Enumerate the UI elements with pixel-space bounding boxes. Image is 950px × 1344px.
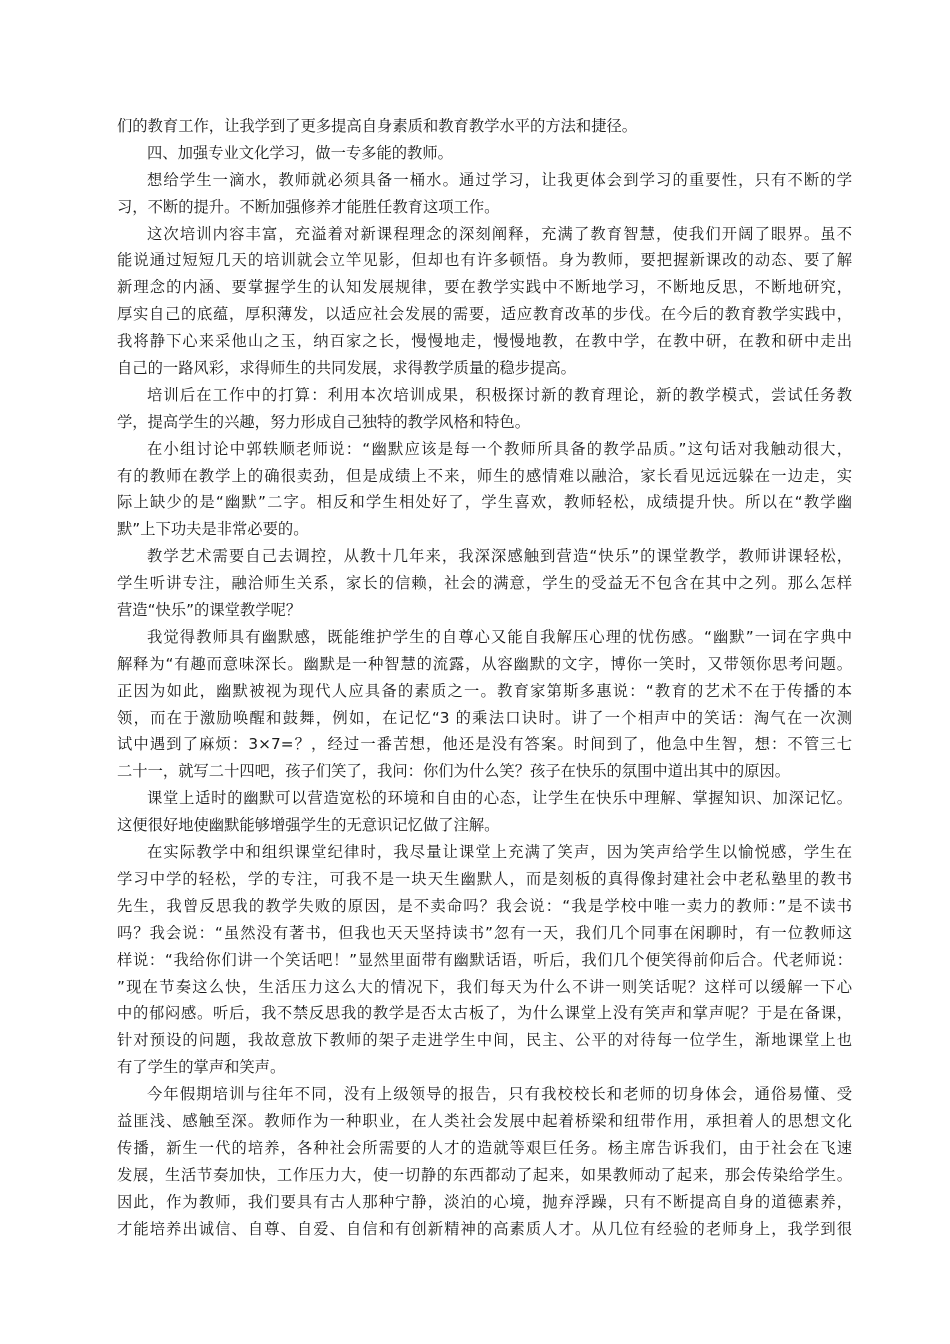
text-line: 厚实自己的底蕴，厚积薄发，以适应社会发展的需要，适应教育改革的步伐。在今后的教育教学实践中， — [117, 305, 852, 324]
text-line: 营造“快乐”的课堂教学呢？ — [117, 601, 302, 620]
text-line: 习，不断的提升。不断加强修养才能胜任教育这项工作。 — [117, 197, 500, 216]
text-line: 教学艺术需要自己去调控，从教十几年来，我深深感触到营造“快乐”的课堂教学，教师讲课轻松， — [147, 547, 852, 566]
text-line: 学习中学的轻松，学的专注，可我不是一块天生幽默人，而是刻板的真得像封建社会中老私塾里的教书 — [117, 869, 852, 888]
body-text — [117, 113, 852, 1242]
text-line: 才能培养出诚信、自尊、自爱、自信和有创新精神的高素质人才。从几位有经验的老师身上，我学到很 — [117, 1219, 852, 1238]
text-line: 自己的一路风彩，求得师生的共同发展，求得教学质量的稳步提高。 — [117, 359, 576, 378]
text-line: 学，提高学生的兴趣，努力形成自己独特的教学风格和特色。 — [117, 412, 531, 431]
text-line: 今年假期培训与往年不同，没有上级领导的报告，只有我校校长和老师的切身体会，通俗易懂、受 — [147, 1085, 852, 1104]
text-line: 在实际教学中和组织课堂纪律时，我尽量让课堂上充满了笑声，因为笑声给学生以愉悦感，学生在 — [147, 843, 852, 862]
text-line: 课堂上适时的幽默可以营造宽松的环境和自由的心态，让学生在快乐中理解、掌握知识、加深记忆。 — [147, 789, 852, 808]
text-line: 针对预设的问题，我故意放下教师的架子走进学生中间，民主、公平的对待每一位学生，渐地课堂上也 — [117, 1031, 852, 1050]
text-line: 领，而在于激励唤醒和鼓舞，例如，在记忆“3 的乘法口诀时。讲了一个相声中的笑话：淘气在一次测 — [117, 708, 852, 727]
text-line: 二十一，就写二十四吧，孩子们笑了，我问：你们为什么笑？孩子在快乐的氛围中道出其中的原因。 — [117, 762, 791, 781]
text-line: 际上缺少的是“幽默”二字。相反和学生相处好了，学生喜欢，教师轻松，成绩提升快。所以在“教学幽 — [117, 493, 852, 512]
text-line: 们的教育工作，让我学到了更多提高自身素质和教育教学水平的方法和捷径。 — [117, 117, 638, 135]
text-line: 新理念的内涵、要掌握学生的认知发展规律，要在教学实践中不断地学习，不断地反思，不断地研究， — [117, 278, 852, 297]
text-line: 这次培训内容丰富，充溢着对新课程理念的深刻阐释，充满了教育智慧，使我们开阔了眼界。虽不 — [147, 224, 852, 243]
text-line: 传播，新生一代的培养，各种社会所需要的人才的造就等艰巨任务。杨主席告诉我们，由于社会在飞速 — [117, 1138, 852, 1157]
text-line: 样说：“我给你们讲一个笑话吧！”显然里面带有幽默话语，听后，我们几个便笑得前仰后合。代老师说： — [117, 950, 852, 969]
text-line: 有的教师在教学上的确很卖劲，但是成绩上不来，师生的感情难以融洽，家长看见远远躲在一边走，实 — [117, 466, 852, 485]
text-line: 这便很好地使幽默能够增强学生的无意识记忆做了注解。 — [117, 816, 500, 835]
text-line: 有了学生的掌声和笑声。 — [117, 1058, 286, 1077]
text-line: 先生，我曾反思我的教学失败的原因，是不卖命吗？我会说：“我是学校中唯一卖力的教师：”是不读书 — [117, 896, 852, 915]
text-line: 在小组讨论中郭轶顺老师说：“幽默应该是每一个教师所具备的教学品质。”这句话对我触动很大， — [147, 439, 852, 458]
text-line: 吗？我会说：“虽然没有著书，但我也天天坚持读书”忽有一天，我们几个同事在闲聊时，有一位教师这 — [117, 923, 852, 942]
text-line: 因此，作为教师，我们要具有古人那种宁静，淡泊的心境，抛弃浮躁，只有不断提高自身的道德素养， — [117, 1192, 852, 1211]
text-line: 能说通过短短几天的培训就会立竿见影，但却也有许多顿悟。身为教师，要把握新课改的动态、要了解 — [117, 251, 852, 270]
text-line: 培训后在工作中的打算：利用本次培训成果，积极探讨新的教育理论，新的教学模式，尝试任务教 — [147, 385, 852, 404]
text-line: 解释为“有趣而意味深长。幽默是一种智慧的流露，从容幽默的文字，博你一笑时，又带领你思考问题。 — [117, 654, 852, 673]
text-line: 益匪浅、感触至深。教师作为一种职业，在人类社会发展中起着桥梁和纽带作用，承担着人的思想文化 — [117, 1111, 852, 1130]
section-heading: 四、加强专业文化学习，做一专多能的教师。 — [147, 143, 453, 162]
text-line: 我将静下心来采他山之玉，纳百家之长，慢慢地走，慢慢地教，在教中学，在教中研，在教和研中走出 — [117, 332, 852, 351]
text-line: 正因为如此，幽默被视为现代人应具备的素质之一。教育家第斯多惠说：“教育的艺术不在于传播的本 — [117, 681, 852, 700]
text-line: 中的郁闷感。听后，我不禁反思我的教学是否太古板了，为什么课堂上没有笑声和掌声呢？于是在备课， — [117, 1004, 852, 1023]
text-line: 想给学生一滴水，教师就必须具备一桶水。通过学习，让我更体会到学习的重要性，只有不断的学 — [147, 170, 852, 189]
text-line: 发展，生活节奏加快，工作压力大，使一切静的东西都动了起来，如果教师动了起来，那会传染给学生。 — [117, 1165, 852, 1184]
text-line: 默”上下功夫是非常必要的。 — [117, 520, 309, 539]
text-line: ”现在节奏这么快，生活压力这么大的情况下，我们每天为什么不讲一则笑话呢？这样可以缓解一下心 — [117, 977, 852, 996]
text-line: 学生听讲专注，融洽师生关系，家长的信赖，社会的满意，学生的受益无不包含在其中之列。那么怎样 — [117, 574, 852, 593]
text-line: 试中遇到了麻烦：3×7=？，经过一番苦想，他还是没有答案。时间到了，他急中生智，想：不管三七 — [117, 735, 852, 754]
text-line: 我觉得教师具有幽默感，既能维护学生的自尊心又能自我解压心理的忧伤感。“幽默”一词在字典中 — [147, 627, 852, 646]
